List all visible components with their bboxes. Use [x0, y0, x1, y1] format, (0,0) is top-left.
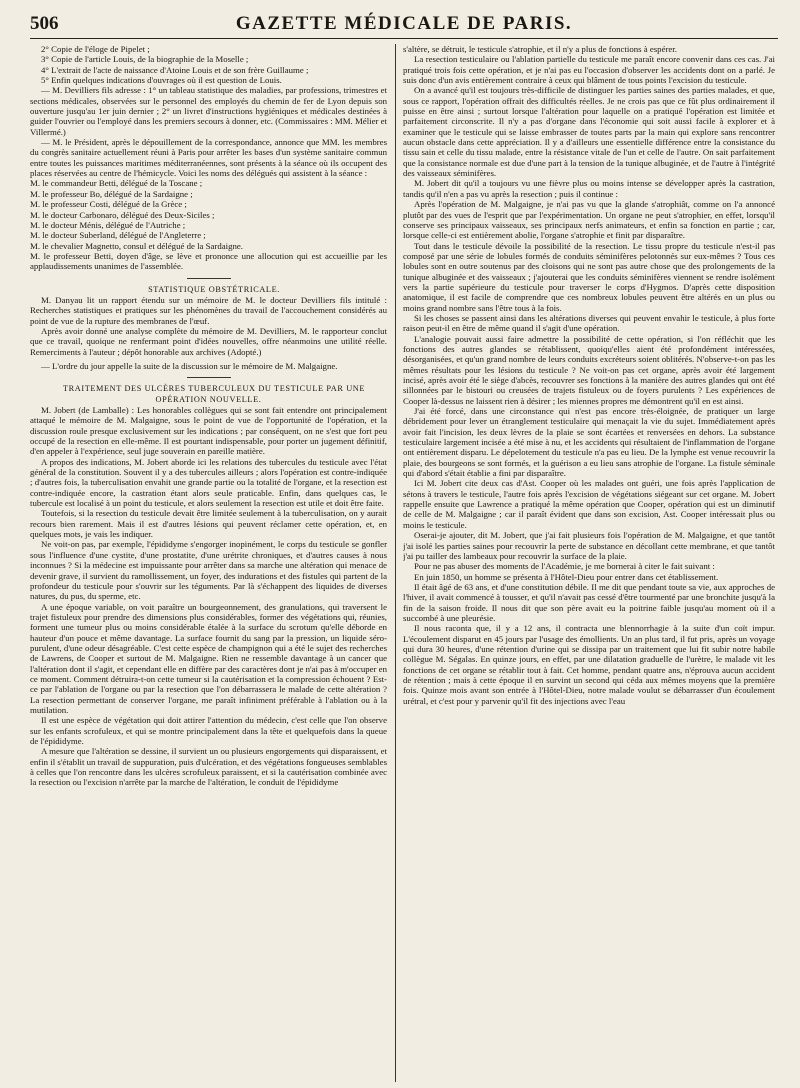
column-divider — [395, 44, 396, 1082]
body-paragraph: A une époque variable, on voit paraître un bourgeonnement, des granulations, qui traversent le trajet fistuleux pour prendre des dimensions plus considérables, former des végétations qui, réunies, forment une tumeur plus ou moins considérable étalée à la surface du scrotum qu'elle déborde en hauteur d'un pouce et même davantage. La surface fournit du sang par la pression, un liquide séro-purulent, d'une odeur désagréable. C'est cette espèce de champignon qui a été le sujet des recherches de Lawrens, de Cooper et surtout de M. Malgaigne. Rien ne ressemble davantage à un cancer que l'altération dont il s'agit, et cependant elle en diffère par des caractères dont je n'ai pas à m'occuper en ce moment. Comment détruira-t-on cette tumeur si la cautérisation et la compression échouent ? Est-ce par l'ablation de l'organe ou par la resection que l'on débarrassera le malade de cette altération ? La resection permettant de conserver l'organe, me paraît infiniment préférable à l'ablation ou à la mutilation. — [30, 601, 387, 715]
body-paragraph: Pour ne pas abuser des moments de l'Académie, je me bornerai à citer le fait suivant : — [414, 561, 715, 572]
list-item: 3° Copie de l'article Louis, de la biographie de la Moselle ; — [41, 54, 249, 65]
delegate-item: M. le docteur Suberland, délégué de l'Angleterre ; — [30, 230, 206, 241]
body-paragraph: Il nous raconta que, il y a 12 ans, il contracta une blennorrhagie à la suite d'un coït impur. L'écoulement disparut en 45 jours par l'usage des émollients. Un an plus tard, il fut pris, après un voyage qui dura 30 heures, d'une rétention d'urine qui se dissipa par un traitement que lui fit subir notre habile collègue M. Ségalas. En quinze jours, en effet, par une dilatation graduelle de l'urètre, le malade vit les fonctions de cet organe se rétablir tout à fait. Cet homme, pendant quatre ans, n'éprouva aucun accident de rétention ; mais à cette époque il en survint un second qui céda aux mêmes moyens que la première fois. Quinze mois avant son entrée à l'Hôtel-Dieu, notre malade voulut se débarrasser d'un écoulement urétral, et c'est pour y parvenir qu'il fit des injections avec l'eau — [403, 623, 775, 706]
body-paragraph: La resection testiculaire ou l'ablation partielle du testicule me paraît encore convenir dans ces cas. J'ai pratiqué trois fois cette opération, et je n'ai pas eu l'occasion d'observer les accidents dont on a parlé. Je suis donc d'un avis entièrement contraire à ceux qui blâment de tous points l'excision du testicule. — [403, 54, 775, 86]
list-item: 4° L'extrait de l'acte de naissance d'Atoine Louis et de son frère Guillaume ; — [41, 64, 309, 75]
right-column — [403, 44, 775, 1082]
analyse-paragraph: Après avoir donné une analyse complète du mémoire de M. Devilliers, M. le rapporteur conclut que ce travail, quoique ne renfermant point d'idées nouvelles, offre néanmoins une utilité réelle. Remerciments à l'auteur ; dépôt honorable aux archives (Adopté.) — [30, 325, 387, 357]
page-header — [30, 12, 778, 39]
body-paragraph: Si les choses se passent ainsi dans les altérations diverses qui peuvent envahir le testicule, à plus forte raison peut-il en être de même quand il s'agit d'une opération. — [403, 312, 775, 334]
delegate-item: M. le professeur Betti, doyen d'âge, se lève et prononce une allocution qui est accueillie par les applaudissements unanimes de l'assemblée. — [30, 250, 387, 272]
delegate-item: M. le professeur Bo, délégué de la Sardaigne ; — [30, 188, 193, 199]
delegate-item: M. le professeur Costi, délégué de la Grèce ; — [30, 199, 187, 210]
body-paragraph: On a avancé qu'il est toujours très-difficile de distinguer les parties saines des parties malades, et que, sous ce rapport, l'opération offrait des difficultés réelles. Je ne crois pas que ce fût plus ordinairement il puisse en être ainsi ; surtout lorsque l'altération pour laquelle on a pratiqué l'opération est limitée et parfaitement circonscrite. Il n'y a pas d'organe dans l'économie qui soit aussi facile à explorer et à examiner que le testicule qui se laisse embrasser de toutes parts par la main qui explore sans rencontrer aucun obstacle dans cette appréciation. Il y a d'ailleurs une essentielle différence entre la consistance du tissu sain et celle du tissu malade, entre la résistance vitale de l'un et celle de l'autre. On sait parfaitement que la consistance normale est due d'une part à la tension de la tunique albuginée, et de l'autre à l'intégrité des vaisseaux séminifères. — [403, 85, 775, 179]
body-paragraph: Ici M. Jobert cite deux cas d'Ast. Cooper où les malades ont guéri, une fois après l'application de sétons à travers le testicule, l'autre fois après l'excision de végétations siégeant sur cet organe. M. Jobert rappelle ensuite que Lawrence a pratiqué la même opération que Cooper, opération qui est un diminutif de celle de M. Malgaigne ; car il paraît évident que dans son excision, Ast. Cooper intéressait plus ou moins le testicule. — [403, 478, 775, 530]
list-item: 2° Copie de l'éloge de Pipelet ; — [41, 44, 150, 54]
body-paragraph: J'ai été forcé, dans une circonstance qui n'est pas encore très-éloignée, de pratiquer un large débridement pour lever un étranglement testiculaire qui menaçait la vie du sujet. Immédiatement après avoir fait l'incision, les deux lèvres de la plaie se sont écartées et renversées en dehors. La substance testiculaire largement incisée a été mise à nu, et les accidents qui résultaient de l'inflammation de l'organe ont entièrement disparu. Le dépelotement du testicule n'a pas eu lieu. De la lymphe est venue recouvrir la plaie, des bourgeons se sont formés, et la guérison a eu lieu sans atrophie de l'organe. La fistule séminale qui d'abord s'était établie a fini par disparaître. — [403, 406, 775, 479]
delegate-item: M. le commandeur Betti, délégué de la Toscane ; — [30, 178, 203, 189]
section-heading-traitement: TRAITEMENT DES ULCÈRES TUBERCULEUX DU TESTICULE PAR UNE OPÉRATION NOUVELLE. — [62, 384, 366, 404]
body-paragraph: Il était âgé de 63 ans, et d'une constitution débile. Il me dit que pendant toute sa vie, aux approches de l'hiver, il avait commencé à tousser, et qu'il n'avait pas cessé d'être tourmenté par une bronchite jusqu'à la fin de la saison froide. Il nous dit que son père avait eu la poitrine faible jusqu'au moment où il a succombé à une pleurésie. — [403, 581, 775, 623]
body-paragraph: Il est une espèce de végétation qui doit attirer l'attention du médecin, c'est celle que l'on observe sur les enfants scrofuleux, et qui se montre principalement dans la tête et quelquefois dans la queue de l'épididyme. — [30, 715, 387, 746]
body-paragraph: A propos des indications, M. Jobert aborde ici les relations des tubercules du testicule avec l'état général de la constitution. Souvent il y a des tubercules ailleurs ; alors l'opération est contre-indiquée ; d'autres fois, la tuberculisation envahit une grande partie ou la totalité de l'organe, et la resection est contre-indiquée encore, la castration étant alors seule praticable. Enfin, dans quelques cas, le tubercule est localisé à un point du testicule, et alors seulement la resection est utile et doit être faite. — [30, 456, 387, 509]
body-paragraph: Ne voit-on pas, par exemple, l'épididyme s'engorger inopinément, le corps du testicule se gonfler sous l'influence d'une cystite, d'une prostatite, d'une urétrite chroniques, et d'autres causes à nous inconnues ? Si la médecine est impuissante pour arrêter dans sa marche une altération qui menace de devenir grave, il survient du ramollissement, un foyer, des indurations et des fistules qui partent de la profondeur du testicule pour s'ouvrir sur les téguments. Par là s'échappent des liquides de diverses natures, du pus, du sperme, etc. — [30, 539, 387, 602]
delegate-item: M. le docteur Ménis, délégué de l'Autriche ; — [30, 219, 186, 230]
body-paragraph: En juin 1850, un homme se présenta à l'Hôtel-Dieu pour entrer dans cet établissement. — [414, 571, 719, 582]
body-paragraph: s'altère, se détruit, le testicule s'atrophie, et il n'y a plus de fonctions à espérer. — [403, 44, 677, 54]
delegate-item: M. le docteur Carbonaro, délégué des Deux-Siciles ; — [30, 209, 215, 220]
body-paragraph: M. Jobert dit qu'il a toujours vu une fièvre plus ou moins intense se développer après la castration, tandis qu'il n'en a pas vu après la resection ; puis il continue : — [403, 178, 775, 199]
journal-title: GAZETTE MÉDICALE DE PARIS. — [235, 13, 573, 34]
body-paragraph: L'analogie pouvait aussi faire admettre la possibilité de cette opération, si l'on réfléchit que les fonctions des autres glandes se rétablissent, quoiqu'elles aient été profondément intéressées, désorganisées, et qu'un grand nombre de leurs conduits excréteurs soient oblitérés. N'observe-t-on pas les mêmes résultats pour les lésions du testicule ? Ne voit-on pas cet organe, après avoir été largement incisé, après avoir été le siège d'abcès, recouvrer ses fonctions à la manière des autres glandes qui ont été sillonnées par le bistouri ou creusées de trajets fistuleux ou de foyers purulents ? Les expériences de Cooper là-dessus ne laissent rien à désirer ; les miennes propres me démontrent qu'il en est ainsi. — [403, 333, 775, 406]
page-number: 506 — [30, 13, 59, 34]
body-paragraph: A mesure que l'altération se dessine, il survient un ou plusieurs engorgements qui disparaissent, et enfin il s'établit un travail de suppuration, puis d'ulcération, et des végétations fongueuses semblables à celles que l'on rencontre dans les ulcères scrofuleux paraissent, et si la cautérisation combinée avec la resection ou l'excision n'arrête par la marche de l'altération, le conduit de l'épididyme — [30, 746, 387, 788]
devilliers-paragraph: — M. Devilliers fils adresse : 1° un tableau statistique des maladies, par professions, trimestres et sections médicales, observées sur le personnel des employés du chemin de fer de Lyon depuis son ouverture jusqu'au 1er juin dernier ; 2° un livret d'instructions hygiéniques et médicales destinées à guider l'ouvrier ou l'employé dans les premiers secours à donner, etc. (Commissaires : MM. Mélier et Villermé.) — [30, 85, 387, 137]
section-heading-statistique: STATISTIQUE OBSTÉTRICALE. — [148, 284, 280, 294]
section-rule — [187, 278, 231, 279]
president-paragraph: — M. le Président, après le dépouillement de la correspondance, annonce que MM. les membres du congrès sanitaire actuellement réuni à Paris pour arrêter les bases d'un système sanitaire commun entre toutes les puissances maritimes méditerranéennes, sont présents à la séance où ils occupent des places réservées au centre de l'hémicycle. Voici les noms des délégués qui assistent à la séance : — [30, 137, 387, 179]
body-paragraph: Après l'opération de M. Malgaigne, je n'ai pas vu que la glande s'atrophiât, comme on l'a annoncé plutôt par des vues de l'esprit que par l'expérimentation. Un organe ne peut s'atrophier, en effet, lorsqu'il conserve ses principaux vaisseaux, ses principaux nerfs animateurs, et enfin sa fonction en partie ; car, lorsque celle-ci est entièrement abolie, l'organe s'atrophie et finit par disparaître. — [403, 199, 775, 241]
body-paragraph: M. Jobert (de Lamballe) : Les honorables collègues qui se sont fait entendre ont principalement attaqué le mémoire de M. Malgaigne, sous le point de vue de l'opportunité de l'opération, et la discussion roule presque exclusivement sur les indications ; par conséquent, on ne s'est que fort peu occupé de la resection en elle-même. Il est pourtant indispensable, pour porter un jugement définitif, d'en appeler à l'expérience, seul juge souverain en pareille matière. — [30, 405, 387, 457]
left-column — [30, 44, 387, 1082]
body-paragraph: Tout dans le testicule dévoile la possibilité de la resection. Le tissu propre du testicule n'est-il pas composé par une série de lobules formés de conduits séminifères pelotonnés sur eux-mêmes ? Tous ces lobules sont en outre soutenus par des cloisons qui ne sont pas autre chose que des prolongements de la tunique albuginée et des vaisseaux ; j'ajouterai que les conduits séminifères viennent se rendre isolément vers la partie supérieure du testicule pour traverser le corps d'Hygmos. D'après cette disposition anatomique, il est facile de comprendre que ces nombreux lobules peuvent être altérés en un plus ou moins grand nombre sans l'être tous à la fois. — [403, 240, 775, 313]
body-paragraph: Oserai-je ajouter, dit M. Jobert, que j'ai fait plusieurs fois l'opération de M. Malgaigne, et que tantôt j'ai isolé les parties saines pour recouvrir la perte de substance en décollant cette membrane, et que tantôt j'ai pu tailler des lambeaux pour recouvrir la surface de la plaie. — [403, 530, 775, 561]
section-rule — [187, 377, 231, 378]
body-paragraph: Toutefois, si la resection du testicule devait être limitée seulement à la tuberculisation, on y aurait recours bien rarement. Mais il est d'autres lésions qui peuvent réclamer cette opération, et, en quelques mots, je vais les indiquer. — [30, 508, 387, 540]
danyau-paragraph: M. Danyau lit un rapport étendu sur un mémoire de M. le docteur Devilliers fils intitulé : Recherches statistiques et pratiques sur les phénomènes du travail de l'accouchement considérés au point de vue de la rupture des membranes de l'œuf. — [30, 294, 387, 326]
ordre-paragraph: — L'ordre du jour appelle la suite de la discussion sur le mémoire de M. Malgaigne. — [41, 360, 338, 371]
list-item: 5° Enfin quelques indications d'ouvrages où il est question de Louis. — [41, 75, 282, 86]
delegate-item: M. le chevalier Magnetto, consul et délégué de la Sardaigne. — [30, 240, 244, 251]
